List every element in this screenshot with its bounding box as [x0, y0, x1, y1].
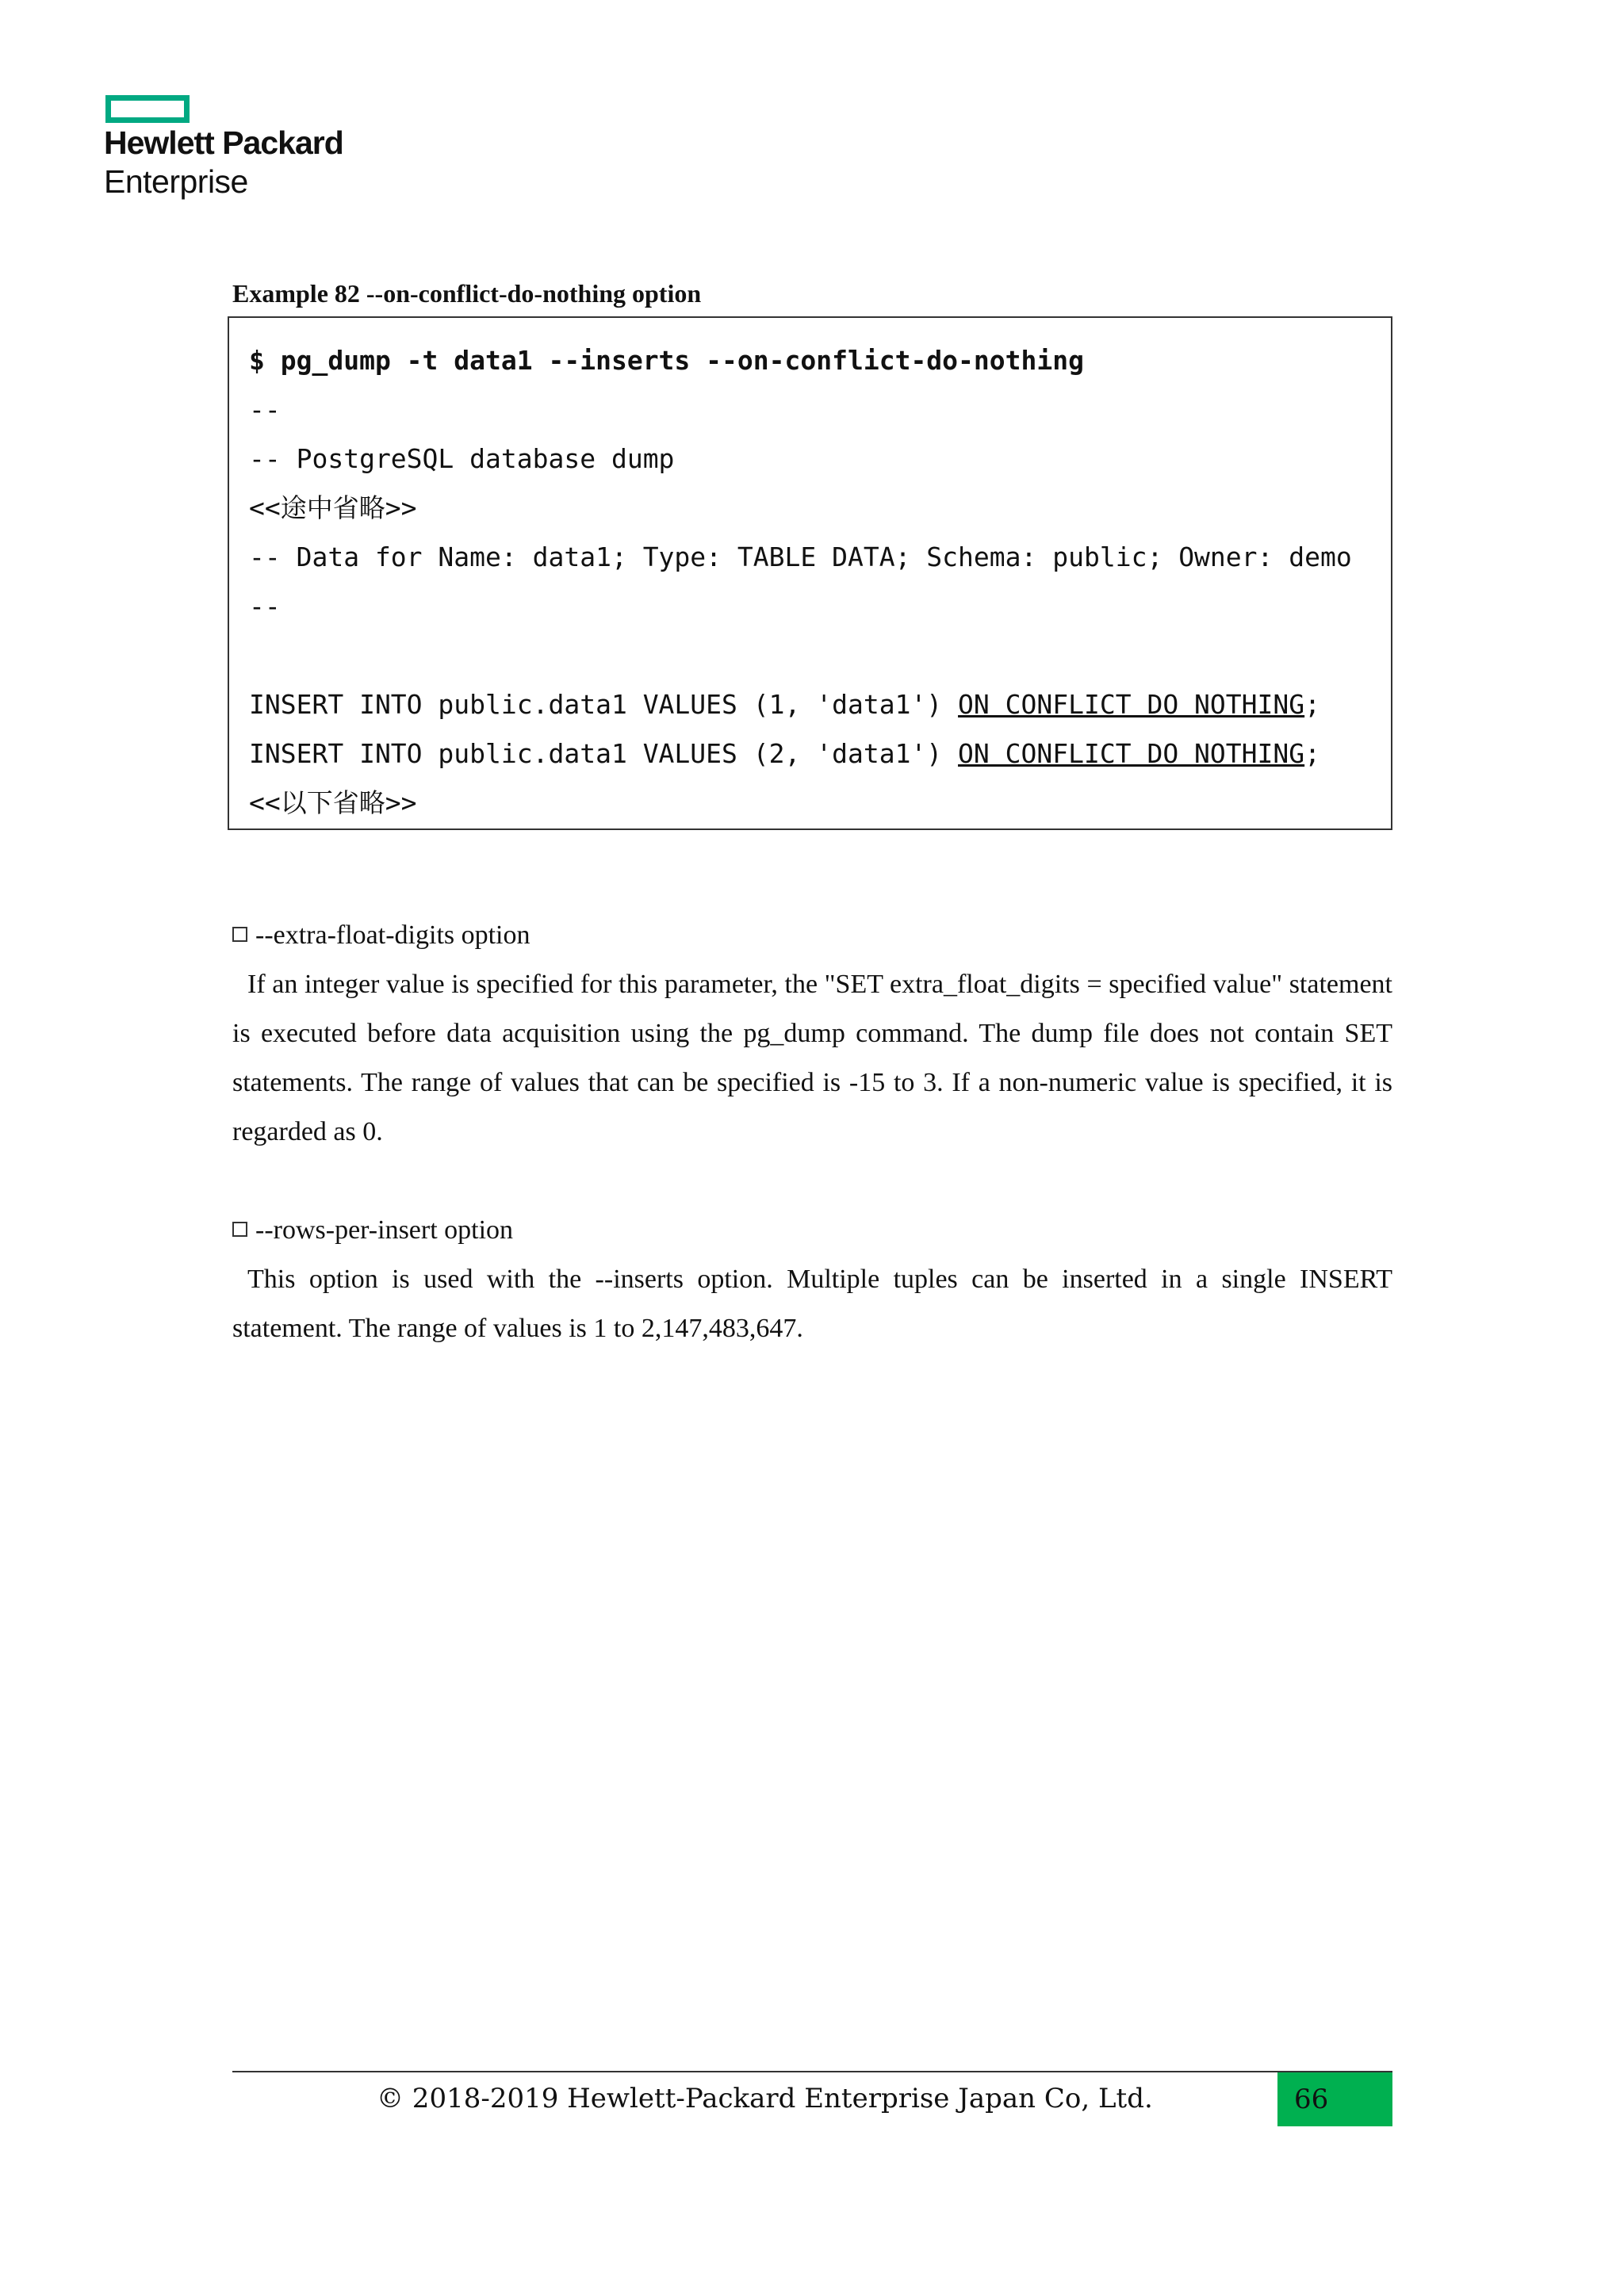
code-line: --: [249, 591, 281, 622]
section-heading-text: --rows-per-insert option: [255, 1215, 514, 1245]
page-number: 66: [1294, 2084, 1329, 2115]
code-line-insert: [249, 680, 1391, 729]
code-line: <<以下省略>>: [249, 787, 417, 818]
footer-copyright: © 2018-2019 Hewlett-Packard Enterprise Japan Co, Ltd.: [377, 2083, 1153, 2114]
checkbox-square-icon: [232, 927, 247, 942]
section-body-rows-per-insert: This option is used with the --inserts option. Multiple tuples can be inserted in a single INSERT statement. The range of values is 1 to 2,147,483,647.: [232, 1265, 1392, 1343]
code-line: --: [249, 394, 281, 425]
hpe-logo-element-icon: [105, 95, 190, 123]
code-line: -- Data for Name: data1; Type: TABLE DATA; Schema: public; Owner: demo: [249, 541, 1352, 572]
section-heading-text: --extra-float-digits option: [255, 920, 530, 950]
insert-statement: INSERT INTO public.data1 VALUES (1, 'data1'): [249, 689, 959, 720]
code-line-command: $ pg_dump -t data1 --inserts --on-conflict-do-nothing: [249, 345, 1084, 376]
hpe-logo: [104, 94, 358, 205]
statement-terminator: ;: [1304, 689, 1321, 720]
code-line: -- PostgreSQL database dump: [249, 443, 675, 474]
insert-statement: INSERT INTO public.data1 VALUES (2, 'data1'): [249, 738, 959, 769]
example-caption: Example 82 --on-conflict-do-nothing option: [232, 279, 702, 308]
checkbox-square-icon: [232, 1222, 247, 1237]
footer-divider: [232, 2071, 1392, 2072]
code-line-blank: [249, 631, 1391, 680]
section-heading-extra-float-digits: [232, 922, 530, 949]
page-number-badge: [1277, 2072, 1392, 2126]
section-body-extra-float-digits: If an integer value is specified for this parameter, the "SET extra_float_digits = specified value" statement is executed before data acquisition using the pg_dump command. The dump file does not contain SET statements. The range of values that can be specified is -15 to 3. If a non-numeric value is specified, it is regarded as 0.: [232, 970, 1392, 1146]
on-conflict-clause: ON CONFLICT DO NOTHING: [958, 738, 1305, 769]
code-line-insert: [249, 729, 1391, 779]
code-block: [228, 316, 1392, 830]
on-conflict-clause: ON CONFLICT DO NOTHING: [958, 689, 1305, 720]
logo-line-2: Enterprise: [104, 163, 248, 200]
statement-terminator: ;: [1304, 738, 1321, 769]
code-line: <<途中省略>>: [249, 492, 417, 523]
section-heading-rows-per-insert: [232, 1217, 513, 1244]
logo-line-1: Hewlett Packard: [104, 124, 343, 161]
